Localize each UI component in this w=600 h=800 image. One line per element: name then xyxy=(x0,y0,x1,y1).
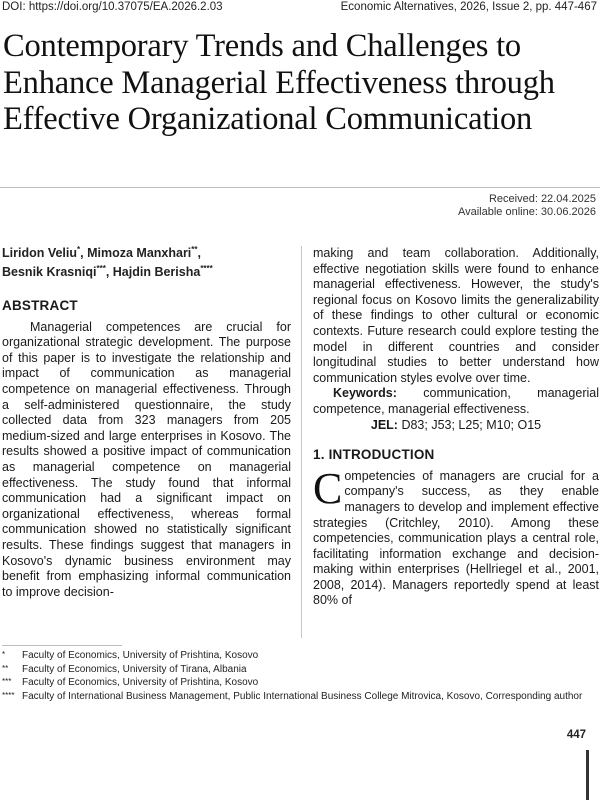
introduction-text xyxy=(313,463,599,609)
author-name: Hajdin Berisha xyxy=(112,265,201,280)
page-number: 447 xyxy=(566,729,586,741)
footnote-text: Faculty of Economics, University of Prishtina, Kosovo xyxy=(22,677,259,688)
paper-title: Contemporary Trends and Challenges to Enhance Managerial Effectiveness through Effective Organizational Communication xyxy=(3,28,555,137)
abstract-text-part1: Managerial competences are crucial for organizational strategic development. The purpose of this paper is to investigate the relationship and impact of communication as managerial competence on managerial effectiveness. Through a self-administered questionnaire, the study collected data from 323 managers from 205 medium-sized and large enterprises in Kosovo. The results showed a positive impact of communication as managerial competence on managerial effectiveness. The study found that informal communication had a significant impact on organizational effectiveness, whereas formal communication showed no statistically significant results. These findings suggest that managers in Kosovo's dynamic business environment may benefit from emphasizing informal communication to improve decision- xyxy=(2,319,291,599)
publication-dates xyxy=(458,193,596,219)
keywords xyxy=(313,386,599,417)
running-header xyxy=(0,0,600,18)
footnote xyxy=(2,649,598,663)
introduction-body: ompetencies of managers are crucial for a company's success, as they enable managers to develop and implement effective strategies (Critchley, 2010). Among these competencies, communication plays a central role, facilitating information exchange and decision-making within enterprises (Hellriegel et al., 2001, 2008, 2014). Managers reportedly spend at least 80% of xyxy=(313,468,599,608)
author-separator: , xyxy=(105,265,113,280)
author-mark: * xyxy=(77,245,81,254)
author-mark: *** xyxy=(96,264,106,274)
received-date: Received: 22.04.2025 xyxy=(488,193,596,205)
title-divider xyxy=(0,187,600,188)
footnote-mark: * xyxy=(2,650,6,659)
footnote-mark: **** xyxy=(2,690,15,700)
author-mark: ** xyxy=(191,245,198,254)
footnote-mark: ** xyxy=(2,663,9,673)
author-name: Liridon Veliu xyxy=(2,246,78,261)
jel-text: D83; J53; L25; M10; O15 xyxy=(397,417,542,432)
footnote xyxy=(2,663,598,677)
author-separator: , xyxy=(197,246,201,261)
footnote-text: Faculty of International Business Management, Public International Business College Mitrovica, Kosovo, Corresponding author xyxy=(22,690,583,702)
footnote-text: Faculty of Economics, University of Tirana, Albania xyxy=(22,663,247,675)
footnote xyxy=(2,690,598,704)
author-name: Mimoza Manxhari xyxy=(87,246,192,261)
introduction-heading: 1. INTRODUCTION xyxy=(313,447,435,463)
left-column xyxy=(2,298,291,600)
jel-label: JEL: xyxy=(370,417,398,432)
doi-link[interactable]: DOI: https://doi.org/10.37075/EA.2026.2.03 xyxy=(2,1,223,13)
right-column xyxy=(313,246,599,609)
author-name: Besnik Krasniqi xyxy=(2,265,97,280)
keywords-label: Keywords: xyxy=(333,386,397,401)
abstract-text-part2: making and team collaboration. Additionally, effective negotiation skills were found to enhance managerial effectiveness. However, the study's regional focus on Kosovo limits the generalizability of these findings to other cultural or economic contexts. Future research could explore testing the model in different countries and consider longitudinal studies to better understand how communication styles evolve over time. xyxy=(313,246,599,385)
footnote-divider xyxy=(2,645,122,646)
author-mark: **** xyxy=(200,264,213,274)
keywords-text: communication, managerial competence, managerial effectiveness. xyxy=(313,386,599,416)
available-date: Available online: 30.06.2026 xyxy=(457,206,596,218)
journal-reference: Economic Alternatives, 2026, Issue 2, pp. 447-467 xyxy=(340,1,597,13)
footnote xyxy=(2,676,598,690)
jel-codes xyxy=(313,418,599,434)
footnote-mark: *** xyxy=(2,677,12,686)
column-divider xyxy=(301,246,302,638)
page-edge-bar xyxy=(586,750,589,800)
drop-cap: C xyxy=(313,463,343,513)
footnote-text: Faculty of Economics, University of Prishtina, Kosovo xyxy=(22,650,259,661)
footnotes xyxy=(2,649,598,703)
abstract-heading: ABSTRACT xyxy=(2,298,78,313)
author-separator: , xyxy=(80,246,88,261)
author-list xyxy=(2,242,292,280)
